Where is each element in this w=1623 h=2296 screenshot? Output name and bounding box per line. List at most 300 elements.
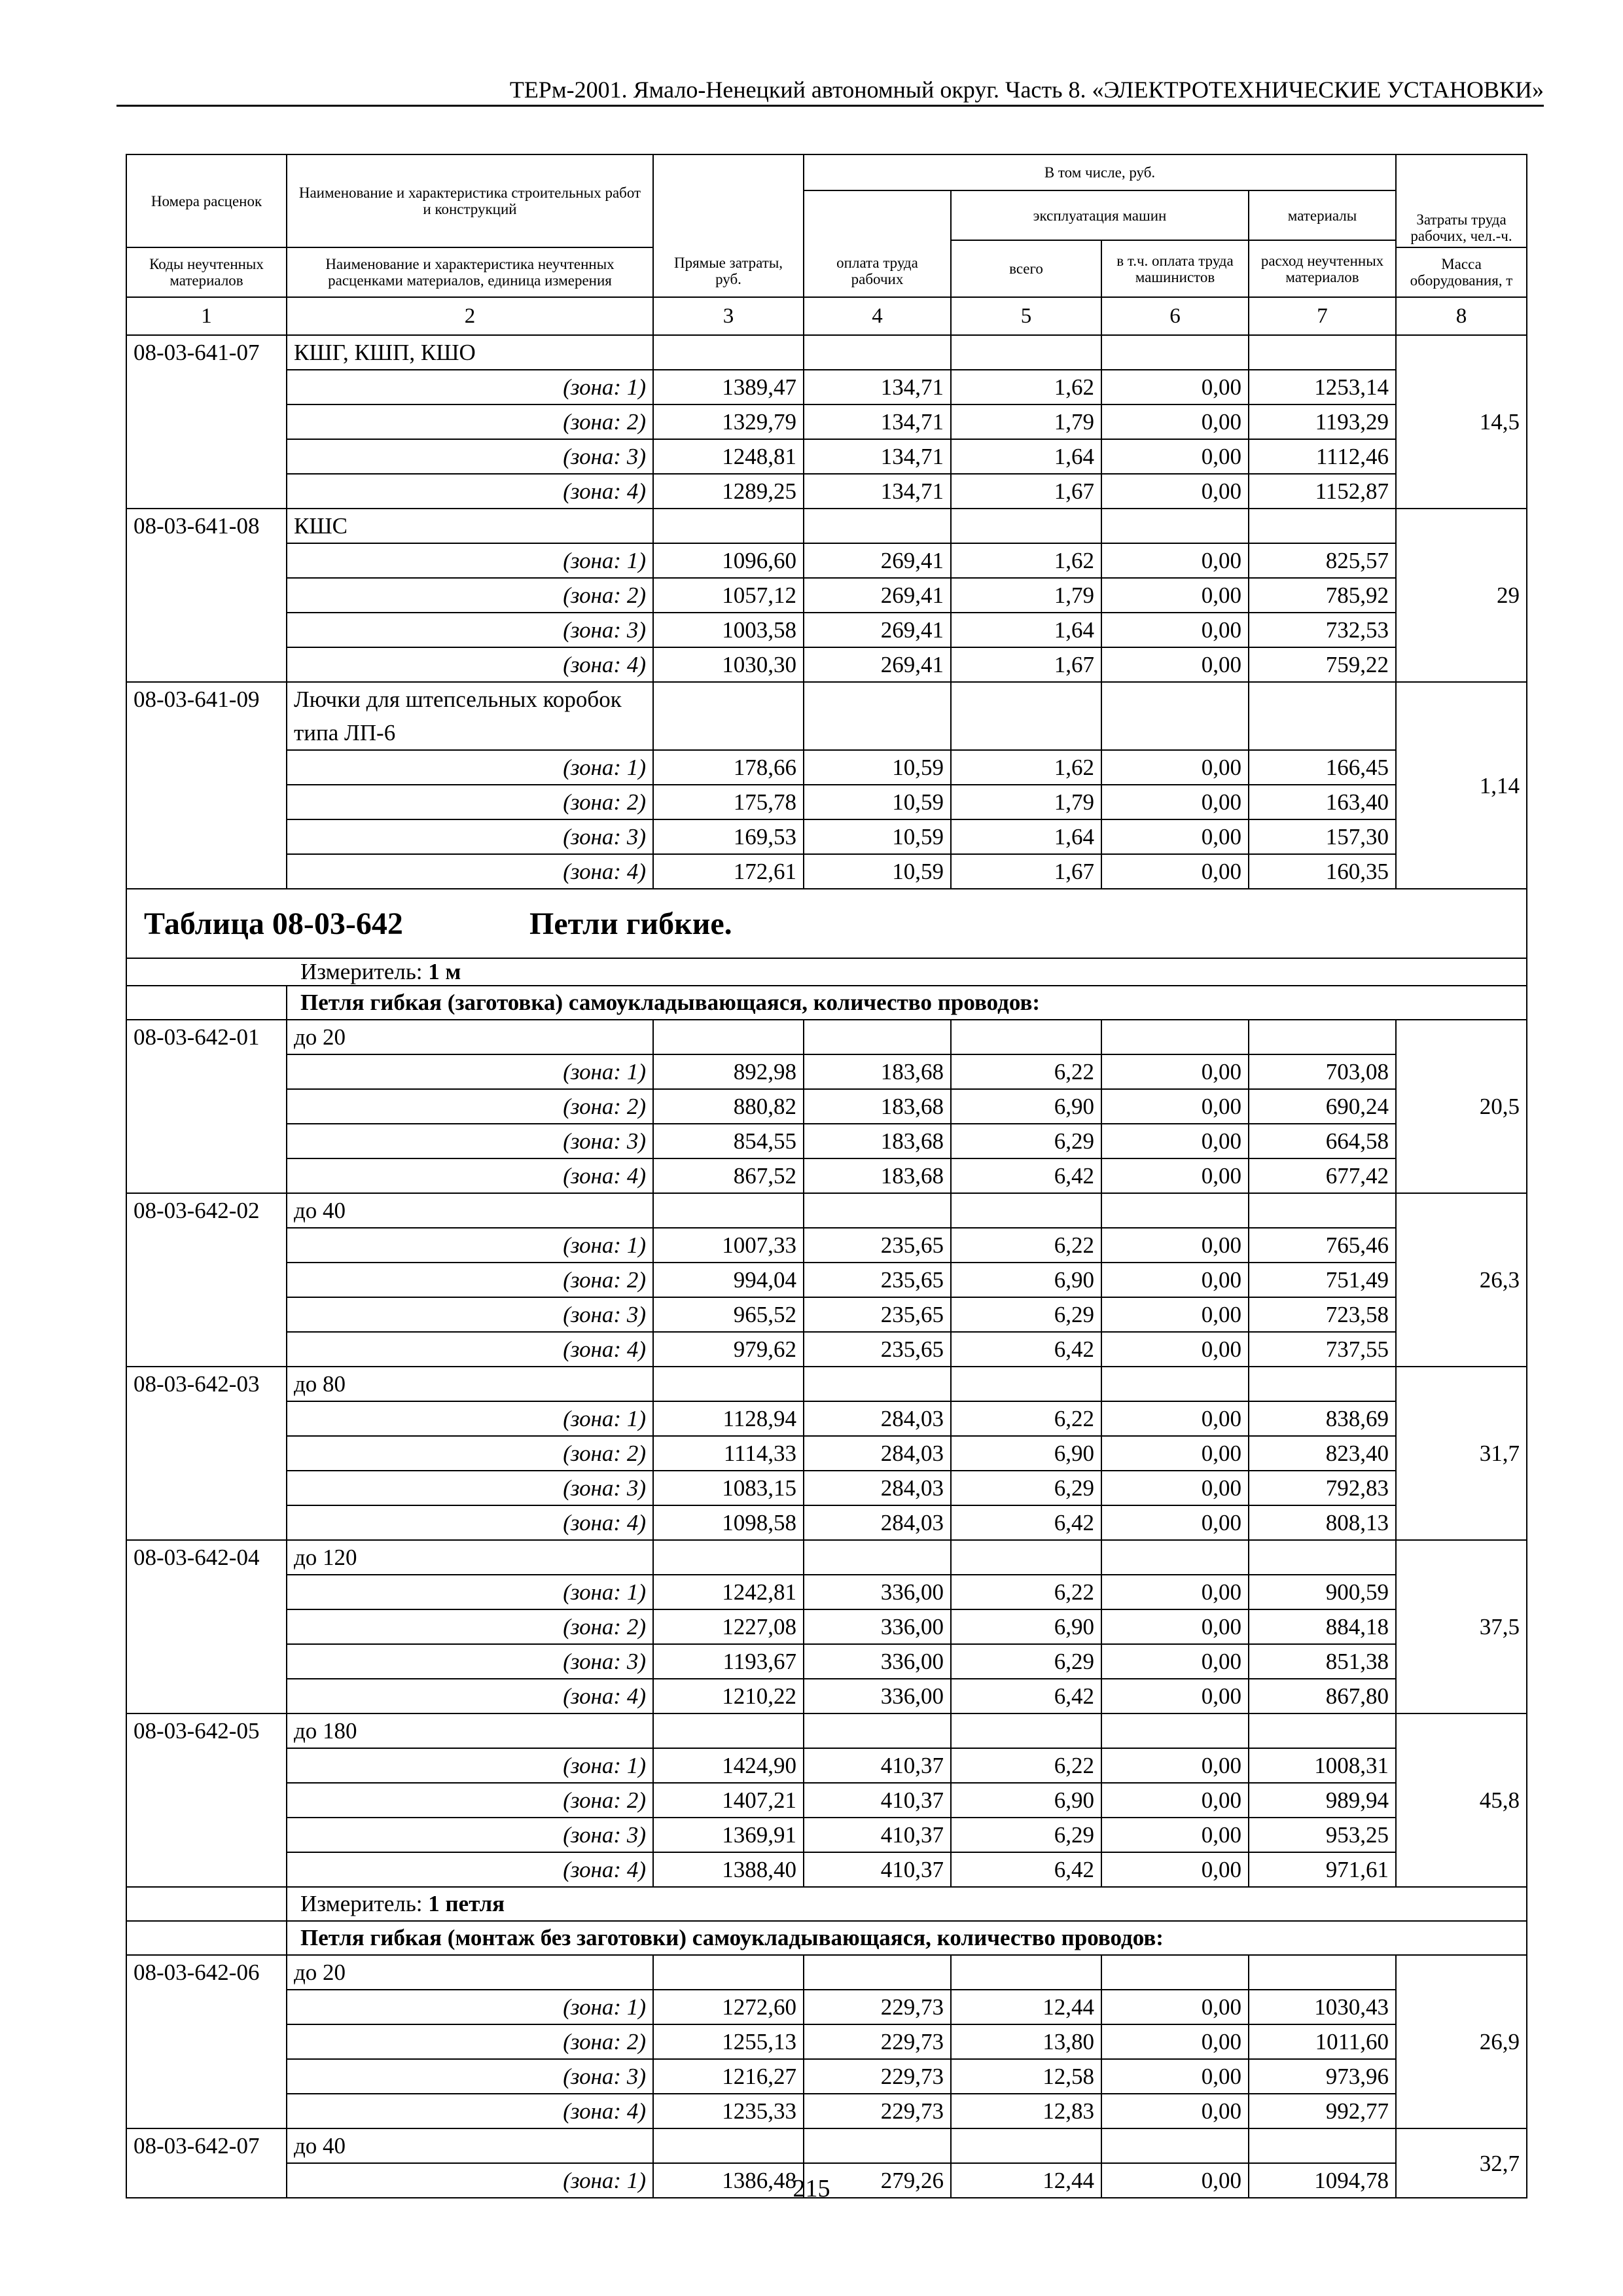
header-col3: Прямые затраты, руб. <box>653 154 804 297</box>
header-machines: эксплуатация машин <box>951 190 1249 240</box>
zone-label: (зона: 3) <box>287 819 653 854</box>
empty-cell <box>804 509 951 543</box>
materials: 1030,43 <box>1249 1990 1396 2024</box>
item-name: до 40 <box>287 1193 653 1228</box>
materials: 792,83 <box>1249 1471 1396 1505</box>
materials: 166,45 <box>1249 750 1396 785</box>
empty-cell <box>951 509 1101 543</box>
price-item-row <box>126 1367 1527 1401</box>
direct-cost: 1235,33 <box>653 2094 804 2128</box>
machines-total: 1,79 <box>951 404 1101 439</box>
col-number: 5 <box>951 297 1101 335</box>
materials: 953,25 <box>1249 1818 1396 1852</box>
machines-operators: 0,00 <box>1101 2024 1249 2059</box>
materials: 867,80 <box>1249 1679 1396 1713</box>
materials: 973,96 <box>1249 2059 1396 2094</box>
materials: 677,42 <box>1249 1158 1396 1193</box>
machines-operators: 0,00 <box>1101 1679 1249 1713</box>
machines-operators: 0,00 <box>1101 1783 1249 1818</box>
unit-label: Измеритель: <box>300 959 423 984</box>
zone-row <box>126 613 1527 647</box>
materials: 160,35 <box>1249 854 1396 889</box>
zone-label: (зона: 4) <box>287 854 653 889</box>
price-table <box>126 154 1527 2198</box>
machines-operators: 0,00 <box>1101 1644 1249 1679</box>
empty-cell <box>804 1020 951 1054</box>
zone-label: (зона: 4) <box>287 1332 653 1367</box>
machines-operators: 0,00 <box>1101 1471 1249 1505</box>
direct-cost: 1193,67 <box>653 1644 804 1679</box>
zone-row <box>126 1263 1527 1297</box>
zone-row <box>126 1228 1527 1263</box>
item-name: Лючки для штепсельных коробок типа ЛП-6 <box>287 682 653 750</box>
col-number: 6 <box>1101 297 1249 335</box>
header-labor-cost: Затраты труда рабочих, чел.-ч. <box>1396 154 1527 247</box>
direct-cost: 1388,40 <box>653 1852 804 1887</box>
zone-label: (зона: 3) <box>287 439 653 474</box>
empty-cell <box>1249 335 1396 370</box>
materials: 163,40 <box>1249 785 1396 819</box>
empty-cell <box>1249 1193 1396 1228</box>
machines-operators: 0,00 <box>1101 750 1249 785</box>
empty-cell <box>804 1540 951 1575</box>
empty-cell <box>951 1540 1101 1575</box>
machines-operators: 0,00 <box>1101 1990 1249 2024</box>
machines-total: 1,67 <box>951 647 1101 682</box>
labor-pay: 10,59 <box>804 785 951 819</box>
labor-pay: 336,00 <box>804 1679 951 1713</box>
machines-operators: 0,00 <box>1101 1124 1249 1158</box>
machines-total: 6,90 <box>951 1783 1101 1818</box>
machines-total: 13,80 <box>951 2024 1101 2059</box>
direct-cost: 965,52 <box>653 1297 804 1332</box>
item-name: до 120 <box>287 1540 653 1575</box>
zone-row <box>126 474 1527 509</box>
table-number: Таблица 08-03-642 <box>144 906 403 941</box>
machines-total: 6,22 <box>951 1401 1101 1436</box>
materials: 838,69 <box>1249 1401 1396 1436</box>
empty-cell <box>653 1540 804 1575</box>
unit-change <box>126 1887 1527 1955</box>
machines-operators: 0,00 <box>1101 1505 1249 1540</box>
zone-label: (зона: 2) <box>287 404 653 439</box>
machines-total: 6,22 <box>951 1575 1101 1609</box>
direct-cost: 854,55 <box>653 1124 804 1158</box>
header-rule <box>116 105 1544 107</box>
labor-pay: 229,73 <box>804 1990 951 2024</box>
machines-operators: 0,00 <box>1101 578 1249 613</box>
empty-cell <box>804 1367 951 1401</box>
table-08-03-642-header <box>126 889 1527 1020</box>
machines-operators: 0,00 <box>1101 613 1249 647</box>
labor-pay: 336,00 <box>804 1575 951 1609</box>
labor-pay: 134,71 <box>804 474 951 509</box>
col-number: 3 <box>653 297 804 335</box>
labor-pay: 284,03 <box>804 1505 951 1540</box>
zone-label: (зона: 2) <box>287 785 653 819</box>
labor-pay: 235,65 <box>804 1263 951 1297</box>
item-name: до 180 <box>287 1713 653 1748</box>
direct-cost: 1289,25 <box>653 474 804 509</box>
direct-cost: 1210,22 <box>653 1679 804 1713</box>
blank-cell <box>126 986 287 1020</box>
item-code: 08-03-642-02 <box>126 1193 287 1367</box>
zone-row <box>126 1748 1527 1783</box>
empty-cell <box>653 1955 804 1990</box>
zone-label: (зона: 4) <box>287 647 653 682</box>
zone-label: (зона: 2) <box>287 1436 653 1471</box>
labor-pay: 284,03 <box>804 1471 951 1505</box>
col-number: 2 <box>287 297 653 335</box>
item-name: до 20 <box>287 1955 653 1990</box>
zone-row <box>126 1783 1527 1818</box>
zone-label: (зона: 4) <box>287 1158 653 1193</box>
materials: 157,30 <box>1249 819 1396 854</box>
labor-pay: 269,41 <box>804 543 951 578</box>
item-code: 08-03-642-06 <box>126 1955 287 2128</box>
machines-total: 6,42 <box>951 1332 1101 1367</box>
materials: 825,57 <box>1249 543 1396 578</box>
item-mass: 31,7 <box>1396 1367 1527 1540</box>
empty-cell <box>1249 1020 1396 1054</box>
empty-cell <box>1101 1955 1249 1990</box>
direct-cost: 1030,30 <box>653 647 804 682</box>
machines-total: 12,83 <box>951 2094 1101 2128</box>
section-08-03-642-b <box>126 1955 1527 2198</box>
materials: 1094,78 <box>1249 2163 1396 2198</box>
empty-cell <box>653 2128 804 2163</box>
labor-pay: 10,59 <box>804 819 951 854</box>
labor-pay: 134,71 <box>804 370 951 404</box>
direct-cost: 892,98 <box>653 1054 804 1089</box>
empty-cell <box>653 1367 804 1401</box>
item-mass: 1,14 <box>1396 682 1527 889</box>
empty-cell <box>1249 1367 1396 1401</box>
empty-cell <box>1249 2128 1396 2163</box>
unit-line <box>287 958 1527 986</box>
direct-cost: 178,66 <box>653 750 804 785</box>
zone-row <box>126 404 1527 439</box>
zone-row <box>126 1401 1527 1436</box>
labor-pay: 10,59 <box>804 854 951 889</box>
labor-pay: 229,73 <box>804 2094 951 2128</box>
price-item-row <box>126 1540 1527 1575</box>
zone-row <box>126 1609 1527 1644</box>
zone-label: (зона: 1) <box>287 370 653 404</box>
zone-row <box>126 578 1527 613</box>
empty-cell <box>1101 682 1249 750</box>
machines-operators: 0,00 <box>1101 1297 1249 1332</box>
machines-operators: 0,00 <box>1101 404 1249 439</box>
empty-cell <box>1101 509 1249 543</box>
item-mass: 37,5 <box>1396 1540 1527 1713</box>
price-item-row <box>126 335 1527 370</box>
item-mass: 20,5 <box>1396 1020 1527 1193</box>
direct-cost: 1272,60 <box>653 1990 804 2024</box>
zone-row <box>126 750 1527 785</box>
zone-label: (зона: 4) <box>287 2094 653 2128</box>
machines-total: 1,62 <box>951 370 1101 404</box>
item-mass: 26,9 <box>1396 1955 1527 2128</box>
materials: 703,08 <box>1249 1054 1396 1089</box>
zone-label: (зона: 3) <box>287 1818 653 1852</box>
materials: 1193,29 <box>1249 404 1396 439</box>
labor-pay: 269,41 <box>804 647 951 682</box>
materials: 1112,46 <box>1249 439 1396 474</box>
direct-cost: 994,04 <box>653 1263 804 1297</box>
empty-cell <box>804 2128 951 2163</box>
machines-total: 6,29 <box>951 1644 1101 1679</box>
header-equipment-mass: Масса оборудования, т <box>1396 247 1527 297</box>
item-code: 08-03-642-01 <box>126 1020 287 1193</box>
zone-label: (зона: 1) <box>287 2163 653 2198</box>
blank-cell <box>126 1887 287 1921</box>
zone-label: (зона: 2) <box>287 1089 653 1124</box>
zone-label: (зона: 1) <box>287 1575 653 1609</box>
machines-operators: 0,00 <box>1101 474 1249 509</box>
labor-pay: 410,37 <box>804 1783 951 1818</box>
section-08-03-641 <box>126 335 1527 889</box>
zone-row <box>126 1852 1527 1887</box>
item-mass: 14,5 <box>1396 335 1527 509</box>
direct-cost: 1248,81 <box>653 439 804 474</box>
zone-row <box>126 1054 1527 1089</box>
machines-operators: 0,00 <box>1101 1575 1249 1609</box>
materials: 971,61 <box>1249 1852 1396 1887</box>
empty-cell <box>951 1955 1101 1990</box>
empty-cell <box>653 682 804 750</box>
machines-operators: 0,00 <box>1101 1263 1249 1297</box>
materials: 1152,87 <box>1249 474 1396 509</box>
header-col1-top: Номера расценок <box>126 154 287 247</box>
zone-label: (зона: 2) <box>287 1609 653 1644</box>
empty-cell <box>951 2128 1101 2163</box>
materials: 808,13 <box>1249 1505 1396 1540</box>
machines-operators: 0,00 <box>1101 370 1249 404</box>
materials: 900,59 <box>1249 1575 1396 1609</box>
materials: 884,18 <box>1249 1609 1396 1644</box>
zone-label: (зона: 2) <box>287 578 653 613</box>
zone-row <box>126 1679 1527 1713</box>
machines-total: 6,90 <box>951 1436 1101 1471</box>
machines-total: 1,64 <box>951 613 1101 647</box>
item-mass: 45,8 <box>1396 1713 1527 1887</box>
materials: 1253,14 <box>1249 370 1396 404</box>
header-machines-total: всего <box>951 240 1101 297</box>
col-number: 7 <box>1249 297 1396 335</box>
machines-total: 1,67 <box>951 474 1101 509</box>
machines-total: 1,67 <box>951 854 1101 889</box>
machines-total: 6,22 <box>951 1054 1101 1089</box>
zone-label: (зона: 1) <box>287 1990 653 2024</box>
price-item-row <box>126 682 1527 750</box>
zone-row <box>126 1158 1527 1193</box>
item-code: 08-03-642-03 <box>126 1367 287 1540</box>
zone-label: (зона: 3) <box>287 1471 653 1505</box>
empty-cell <box>804 335 951 370</box>
empty-cell <box>1101 1713 1249 1748</box>
labor-pay: 284,03 <box>804 1436 951 1471</box>
zone-row <box>126 819 1527 854</box>
machines-total: 6,29 <box>951 1124 1101 1158</box>
direct-cost: 1098,58 <box>653 1505 804 1540</box>
header-col2-bottom: Наименование и характеристика неучтенных расценками материалов, единица измерения <box>287 247 653 297</box>
direct-cost: 1007,33 <box>653 1228 804 1263</box>
unit-label: Измеритель: <box>300 1891 423 1916</box>
zone-row <box>126 854 1527 889</box>
machines-total: 6,42 <box>951 1679 1101 1713</box>
price-item-row <box>126 1193 1527 1228</box>
machines-total: 12,44 <box>951 1990 1101 2024</box>
col-number: 4 <box>804 297 951 335</box>
subtitle: Петля гибкая (заготовка) самоукладывающаяся, количество проводов: <box>287 986 1527 1020</box>
machines-total: 6,22 <box>951 1228 1101 1263</box>
empty-cell <box>951 1020 1101 1054</box>
machines-operators: 0,00 <box>1101 647 1249 682</box>
machines-operators: 0,00 <box>1101 2163 1249 2198</box>
direct-cost: 1255,13 <box>653 2024 804 2059</box>
direct-cost: 1003,58 <box>653 613 804 647</box>
zone-label: (зона: 4) <box>287 1679 653 1713</box>
zone-label: (зона: 3) <box>287 613 653 647</box>
direct-cost: 1424,90 <box>653 1748 804 1783</box>
machines-operators: 0,00 <box>1101 1609 1249 1644</box>
item-code: 08-03-642-04 <box>126 1540 287 1713</box>
labor-pay: 183,68 <box>804 1054 951 1089</box>
header-col1-bottom: Коды неучтенных материалов <box>126 247 287 297</box>
direct-cost: 880,82 <box>653 1089 804 1124</box>
materials: 690,24 <box>1249 1089 1396 1124</box>
direct-cost: 1114,33 <box>653 1436 804 1471</box>
labor-pay: 183,68 <box>804 1089 951 1124</box>
item-code: 08-03-642-05 <box>126 1713 287 1887</box>
empty-cell <box>1249 1540 1396 1575</box>
materials: 765,46 <box>1249 1228 1396 1263</box>
zone-row <box>126 785 1527 819</box>
zone-row <box>126 1089 1527 1124</box>
materials: 723,58 <box>1249 1297 1396 1332</box>
header-col2-top: Наименование и характеристика строительных работ и конструкций <box>287 154 653 247</box>
materials: 785,92 <box>1249 578 1396 613</box>
materials: 737,55 <box>1249 1332 1396 1367</box>
materials: 1008,31 <box>1249 1748 1396 1783</box>
direct-cost: 1216,27 <box>653 2059 804 2094</box>
zone-label: (зона: 2) <box>287 2024 653 2059</box>
item-name: КШГ, КШП, КШО <box>287 335 653 370</box>
price-item-row <box>126 1020 1527 1054</box>
zone-label: (зона: 2) <box>287 1783 653 1818</box>
machines-total: 1,64 <box>951 819 1101 854</box>
empty-cell <box>804 682 951 750</box>
zone-row <box>126 2059 1527 2094</box>
empty-cell <box>804 1193 951 1228</box>
machines-operators: 0,00 <box>1101 854 1249 889</box>
page-number: 215 <box>793 2175 830 2202</box>
table-header <box>126 154 1527 335</box>
labor-pay: 410,37 <box>804 1748 951 1783</box>
machines-operators: 0,00 <box>1101 1748 1249 1783</box>
zone-row <box>126 370 1527 404</box>
direct-cost: 1128,94 <box>653 1401 804 1436</box>
machines-operators: 0,00 <box>1101 1332 1249 1367</box>
empty-cell <box>653 1713 804 1748</box>
header-labor-pay: оплата труда рабочих <box>804 190 951 297</box>
machines-total: 6,90 <box>951 1089 1101 1124</box>
empty-cell <box>1249 509 1396 543</box>
machines-total: 12,58 <box>951 2059 1101 2094</box>
materials: 823,40 <box>1249 1436 1396 1471</box>
materials: 732,53 <box>1249 613 1396 647</box>
zone-label: (зона: 1) <box>287 1401 653 1436</box>
labor-pay: 269,41 <box>804 578 951 613</box>
machines-total: 6,29 <box>951 1818 1101 1852</box>
direct-cost: 1386,48 <box>653 2163 804 2198</box>
empty-cell <box>1101 1367 1249 1401</box>
direct-cost: 979,62 <box>653 1332 804 1367</box>
direct-cost: 1057,12 <box>653 578 804 613</box>
header-materials: материалы <box>1249 190 1396 240</box>
price-item-row <box>126 2128 1527 2163</box>
item-code: 08-03-641-07 <box>126 335 287 509</box>
direct-cost: 169,53 <box>653 819 804 854</box>
table-title-cell <box>529 889 1527 958</box>
materials: 1011,60 <box>1249 2024 1396 2059</box>
machines-total: 6,29 <box>951 1471 1101 1505</box>
col-number: 8 <box>1396 297 1527 335</box>
item-name: КШС <box>287 509 653 543</box>
materials: 751,49 <box>1249 1263 1396 1297</box>
materials: 759,22 <box>1249 647 1396 682</box>
labor-pay: 279,26 <box>804 2163 951 2198</box>
direct-cost: 1242,81 <box>653 1575 804 1609</box>
zone-label: (зона: 1) <box>287 1054 653 1089</box>
labor-pay: 183,68 <box>804 1124 951 1158</box>
labor-pay: 134,71 <box>804 439 951 474</box>
machines-total: 1,62 <box>951 750 1101 785</box>
item-code: 08-03-641-09 <box>126 682 287 889</box>
empty-cell <box>1101 335 1249 370</box>
labor-pay: 235,65 <box>804 1297 951 1332</box>
zone-row <box>126 1505 1527 1540</box>
empty-cell <box>653 335 804 370</box>
zone-label: (зона: 3) <box>287 2059 653 2094</box>
machines-operators: 0,00 <box>1101 439 1249 474</box>
table-title: Петли гибкие. <box>529 906 732 941</box>
col-number: 1 <box>126 297 287 335</box>
item-mass: 32,7 <box>1396 2128 1527 2198</box>
direct-cost: 1096,60 <box>653 543 804 578</box>
machines-operators: 0,00 <box>1101 2094 1249 2128</box>
zone-label: (зона: 4) <box>287 474 653 509</box>
machines-total: 6,29 <box>951 1297 1101 1332</box>
empty-cell <box>951 682 1101 750</box>
empty-cell <box>1101 1193 1249 1228</box>
zone-row <box>126 1297 1527 1332</box>
labor-pay: 134,71 <box>804 404 951 439</box>
zone-label: (зона: 3) <box>287 1124 653 1158</box>
item-mass: 26,3 <box>1396 1193 1527 1367</box>
empty-cell <box>951 1367 1101 1401</box>
price-item-row <box>126 1713 1527 1748</box>
direct-cost: 867,52 <box>653 1158 804 1193</box>
item-name: до 40 <box>287 2128 653 2163</box>
zone-label: (зона: 1) <box>287 543 653 578</box>
price-item-row <box>126 1955 1527 1990</box>
machines-operators: 0,00 <box>1101 1054 1249 1089</box>
empty-cell <box>951 335 1101 370</box>
empty-cell <box>951 1713 1101 1748</box>
labor-pay: 410,37 <box>804 1852 951 1887</box>
